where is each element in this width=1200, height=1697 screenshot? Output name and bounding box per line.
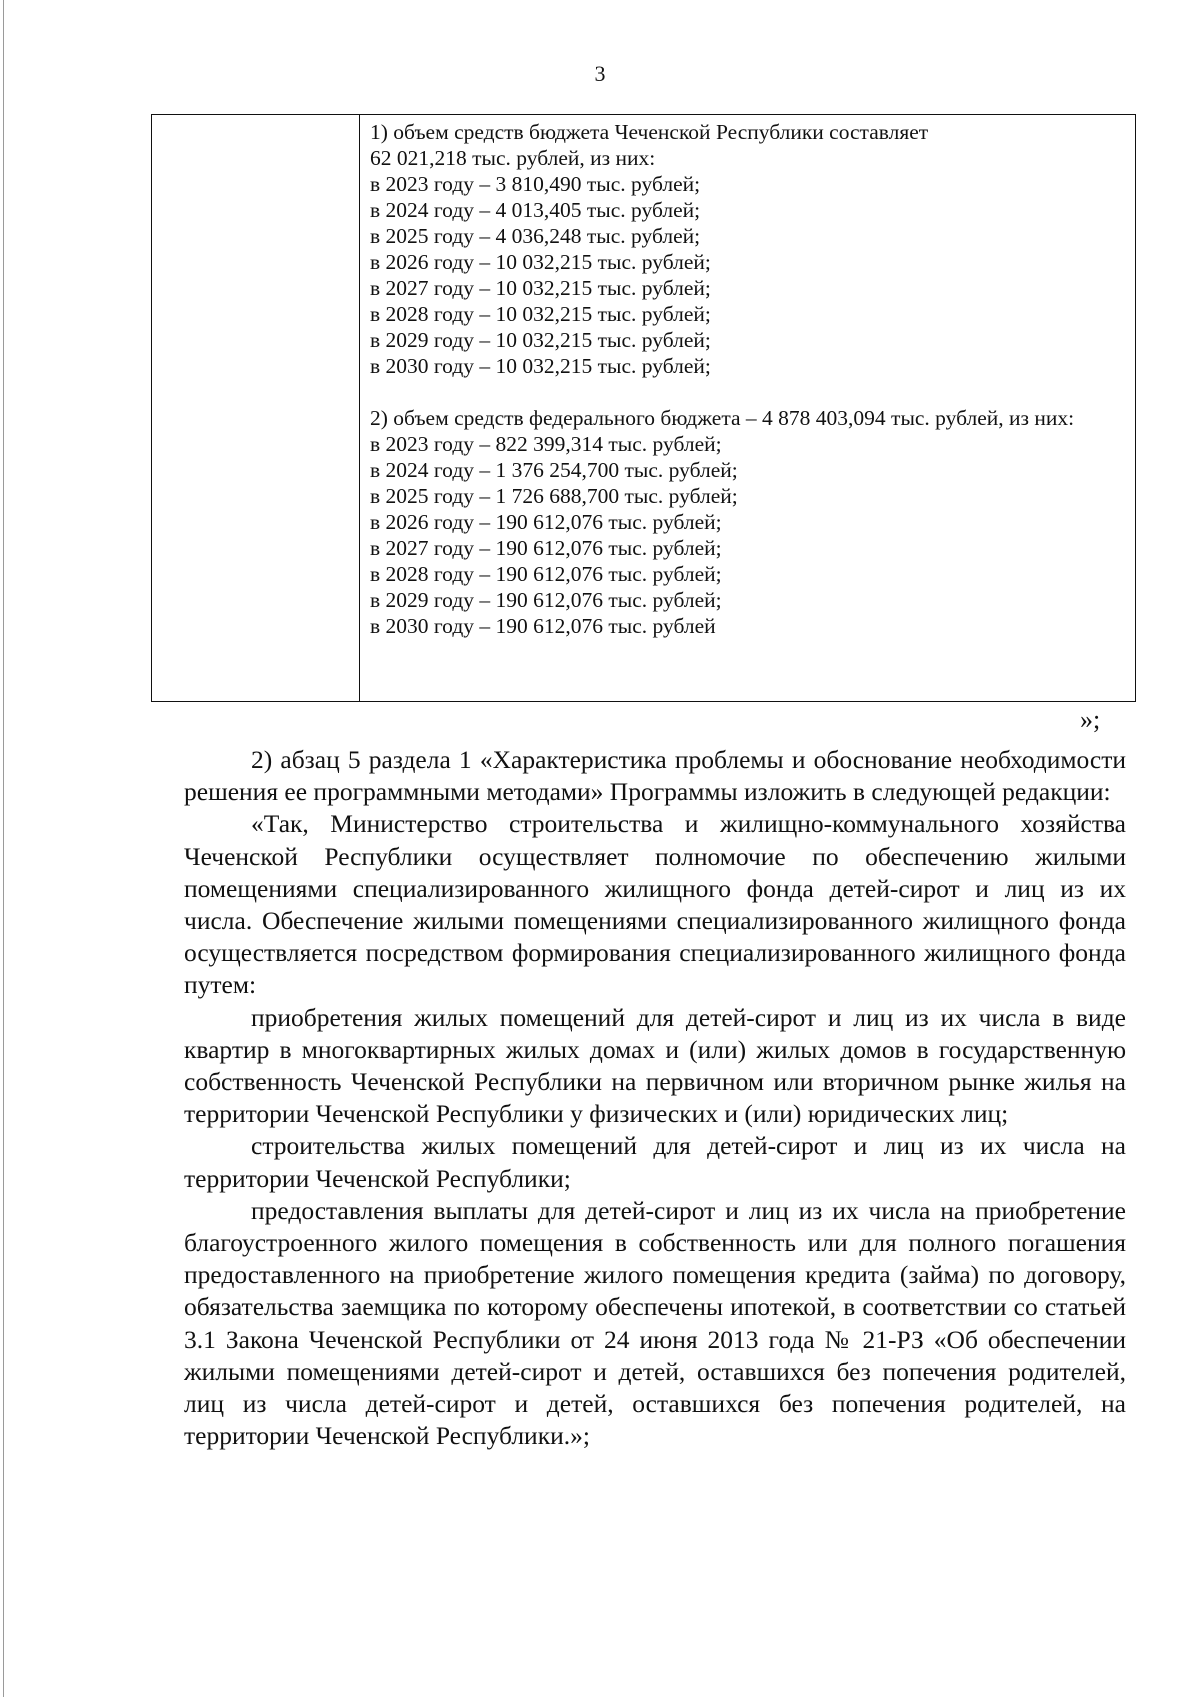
state-budget-line: в 2028 году – 10 032,215 тыс. рублей;: [370, 302, 711, 326]
paragraph: 2) абзац 5 раздела 1 «Характеристика проблемы и обоснование необходимости решения ее программными методами» Программы изложить в следующей редакции:: [184, 745, 1126, 807]
page-number: 3: [594, 61, 606, 86]
federal-budget-line: в 2024 году – 1 376 254,700 тыс. рублей;: [370, 458, 738, 482]
federal-budget-header: 2) объем средств федерального бюджета – 4 878 403,094 тыс. рублей, из них:: [370, 406, 1075, 430]
funding-table: [151, 114, 1136, 702]
federal-budget-line: в 2028 году – 190 612,076 тыс. рублей;: [370, 562, 722, 586]
federal-budget-line: в 2029 году – 190 612,076 тыс. рублей;: [370, 588, 722, 612]
federal-budget-line: в 2023 году – 822 399,314 тыс. рублей;: [370, 432, 722, 456]
state-budget-line: в 2025 году – 4 036,248 тыс. рублей;: [370, 224, 701, 248]
state-budget-line: в 2029 году – 10 032,215 тыс. рублей;: [370, 328, 711, 352]
federal-budget-line: в 2026 году – 190 612,076 тыс. рублей;: [370, 510, 722, 534]
state-budget-line: 1) объем средств бюджета Чеченской Республики составляет: [370, 120, 929, 144]
table-left-cell: [152, 115, 360, 701]
federal-budget-line: в 2025 году – 1 726 688,700 тыс. рублей;: [370, 484, 738, 508]
paragraph: приобретения жилых помещений для детей-сирот и лиц из их числа в виде квартир в многоквартирных жилых домах и (или) жилых домов в государственную собственность Чеченской Республики на первичном или вторичном рынке жилья на территории Чеченской Республики у физических и (или) юридических лиц;: [184, 1002, 1126, 1129]
state-budget-line: в 2030 году – 10 032,215 тыс. рублей;: [370, 354, 711, 378]
federal-budget-line: в 2027 году – 190 612,076 тыс. рублей;: [370, 536, 722, 560]
table-gap: [370, 379, 1125, 405]
scan-edge-line: [3, 0, 4, 1697]
body-text: [184, 744, 1126, 1452]
state-budget-line: в 2026 году – 10 032,215 тыс. рублей;: [370, 250, 711, 274]
closing-quote: »;: [1080, 705, 1101, 734]
paragraph: строительства жилых помещений для детей-сирот и лиц из их числа на территории Чеченской Республики;: [184, 1131, 1126, 1193]
state-budget-line: 62 021,218 тыс. рублей, из них:: [370, 146, 656, 170]
state-budget-line: в 2024 году – 4 013,405 тыс. рублей;: [370, 198, 701, 222]
state-budget-line: в 2027 году – 10 032,215 тыс. рублей;: [370, 276, 711, 300]
state-budget-line: в 2023 году – 3 810,490 тыс. рублей;: [370, 172, 701, 196]
paragraph: «Так, Министерство строительства и жилищно-коммунального хозяйства Чеченской Республики осуществляет полномочие по обеспечению жилыми помещениями специализированного жилищного фонда детей-сирот и лиц из их числа. Обеспечение жилыми помещениями специализированного жилищного фонда осуществляется посредством формирования специализированного жилищного фонда путем:: [184, 809, 1126, 1000]
table-right-cell: [360, 115, 1135, 701]
federal-budget-line: в 2030 году – 190 612,076 тыс. рублей: [370, 614, 716, 638]
paragraph: предоставления выплаты для детей-сирот и лиц из их числа на приобретение благоустроенного жилого помещения в собственность или для полного погашения предоставленного на приобретение жилого помещения кредита (займа) по договору, обязательства заемщика по которому обеспечены ипотекой, в соответствии со статьей 3.1 Закона Чеченской Республики от 24 июня 2013 года № 21-РЗ «Об обеспечении жилыми помещениями детей-сирот и детей, оставшихся без попечения родителей, лиц из числа детей-сирот и детей, оставшихся без попечения родителей, на территории Чеченской Республики.»;: [184, 1195, 1126, 1451]
